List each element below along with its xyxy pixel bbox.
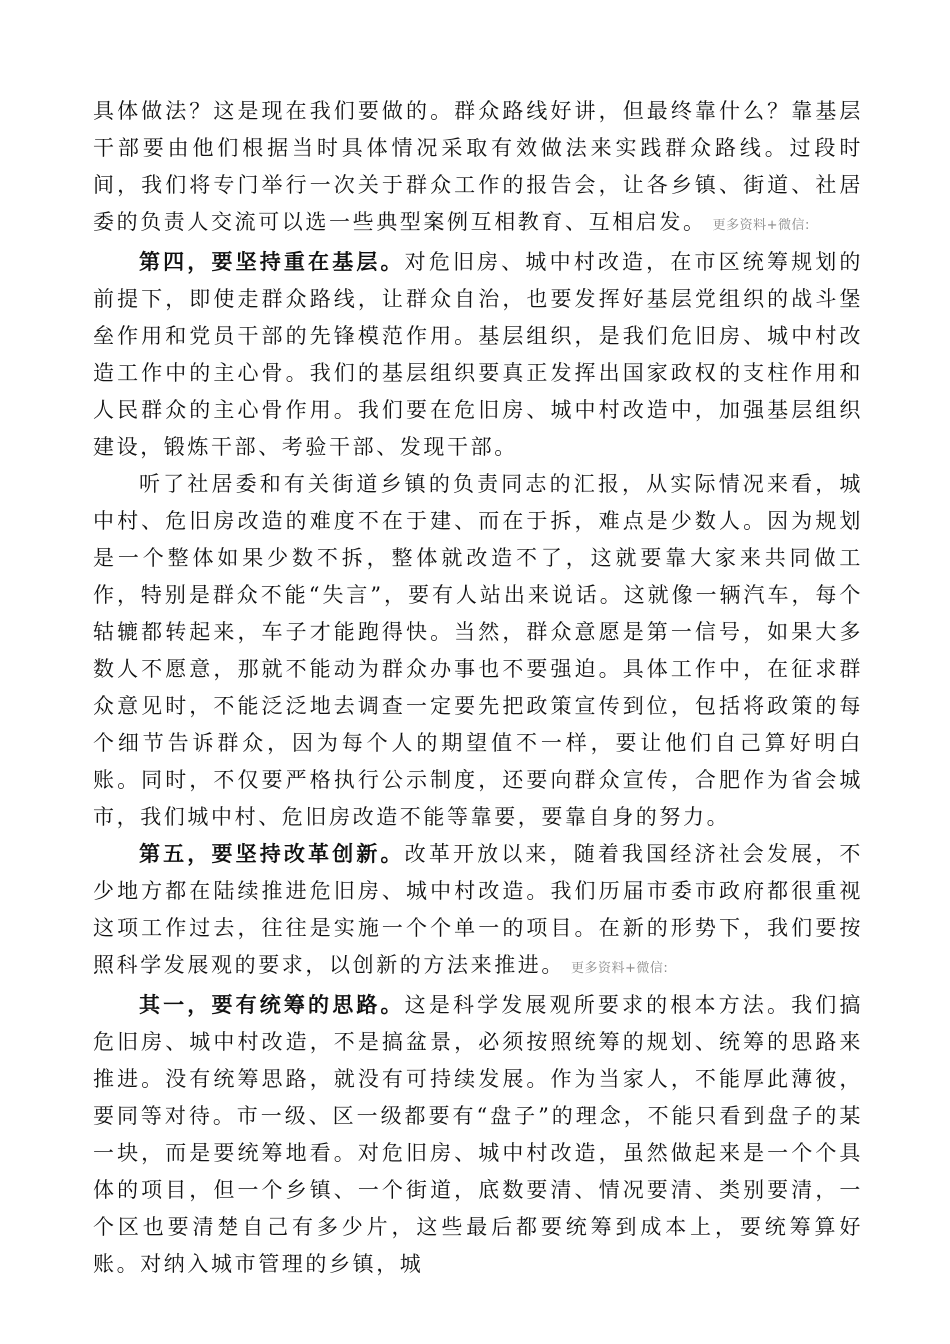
watermark-note-1: 更多资料+微信:	[712, 218, 810, 233]
paragraph-5-text: 这是科学发展观所要求的根本方法。我们搞危旧房、城中村改造，不是搞盆景，必须按照统筹的规划、统筹的思路来推进。没有统筹思路，就没有可持续发展。作为当家人，不能厚此薄彼，要同等对待。市一级、区一级都要有“盘子”的理念，不能只看到盘子的某一块，而是要统筹地看。对危旧房、城中村改造，虽然做起来是一个个具体的项目，但一个乡镇、一个街道，底数要清、情况要清、类别要清，一个区也要清楚自己有多少片，这些最后都要统筹到成本上，要统筹算好账。对纳入城市管理的乡镇，城	[93, 993, 863, 1276]
paragraph-3-text: 听了社居委和有关街道乡镇的负责同志的汇报，从实际情况来看，城中村、危旧房改造的难度不在于建、而在于拆，难点是少数人。因为规划是一个整体如果少数不拆，整体就改造不了，这就要靠大家来共同做工作，特别是群众不能“失言”，要有人站出来说话。这就像一辆汽车，每个轱辘都转起来，车子才能跑得快。当然，群众意愿是第一信号，如果大多数人不愿意，那就不能动为群众办事也不要强迫。具体工作中，在征求群众意见时，不能泛泛地去调查一定要先把政策宣传到位，包括将政策的每个细节告诉群众，因为每个人的期望值不一样，要让他们自己算好明白账。同时，不仅要严格执行公示制度，还要向群众宣传，合肥作为省会城市，我们城中村、危旧房改造不能等靠要，要靠自身的努力。	[93, 472, 863, 829]
paragraph-2-text: 对危旧房、城中村改造，在市区统筹规划的前提下，即使走群众路线，让群众自治，也要发挥好基层党组织的战斗堡垒作用和党员干部的先锋模范作用。基层组织，是我们危旧房、城中村改造工作中的主心骨。我们的基层组织要真正发挥出国家政权的支柱作用和人民群众的主心骨作用。我们要在危旧房、城中村改造中，加强基层组织建设，锻炼干部、考验干部、发现干部。	[93, 250, 863, 459]
paragraph-2	[93, 244, 863, 466]
paragraph-3	[93, 466, 863, 836]
paragraph-1	[93, 93, 863, 244]
section-heading-4: 第四，要坚持重在基层。	[139, 250, 405, 274]
paragraph-4-text: 改革开放以来，随着我国经济社会发展，不少地方都在陆续推进危旧房、城中村改造。我们历届市委市政府都很重视这项工作过去，往往是实施一个个单一的项目。在新的形势下，我们要按照科学发展观的要求，以创新的方法来推进。	[93, 842, 863, 977]
paragraph-5	[93, 987, 863, 1283]
watermark-note-2: 更多资料+微信:	[571, 961, 669, 976]
paragraph-4	[93, 836, 863, 987]
subsection-heading-1: 其一，要有统筹的思路。	[139, 993, 405, 1017]
section-heading-5: 第五，要坚持改革创新。	[139, 842, 405, 866]
paragraph-1-text: 具体做法？这是现在我们要做的。群众路线好讲，但最终靠什么？靠基层干部要由他们根据当时具体情况采取有效做法来实践群众路线。过段时间，我们将专门举行一次关于群众工作的报告会，让各乡镇、街道、社居委的负责人交流可以选一些典型案例互相教育、互相启发。	[93, 99, 863, 234]
body-text	[93, 93, 863, 1283]
